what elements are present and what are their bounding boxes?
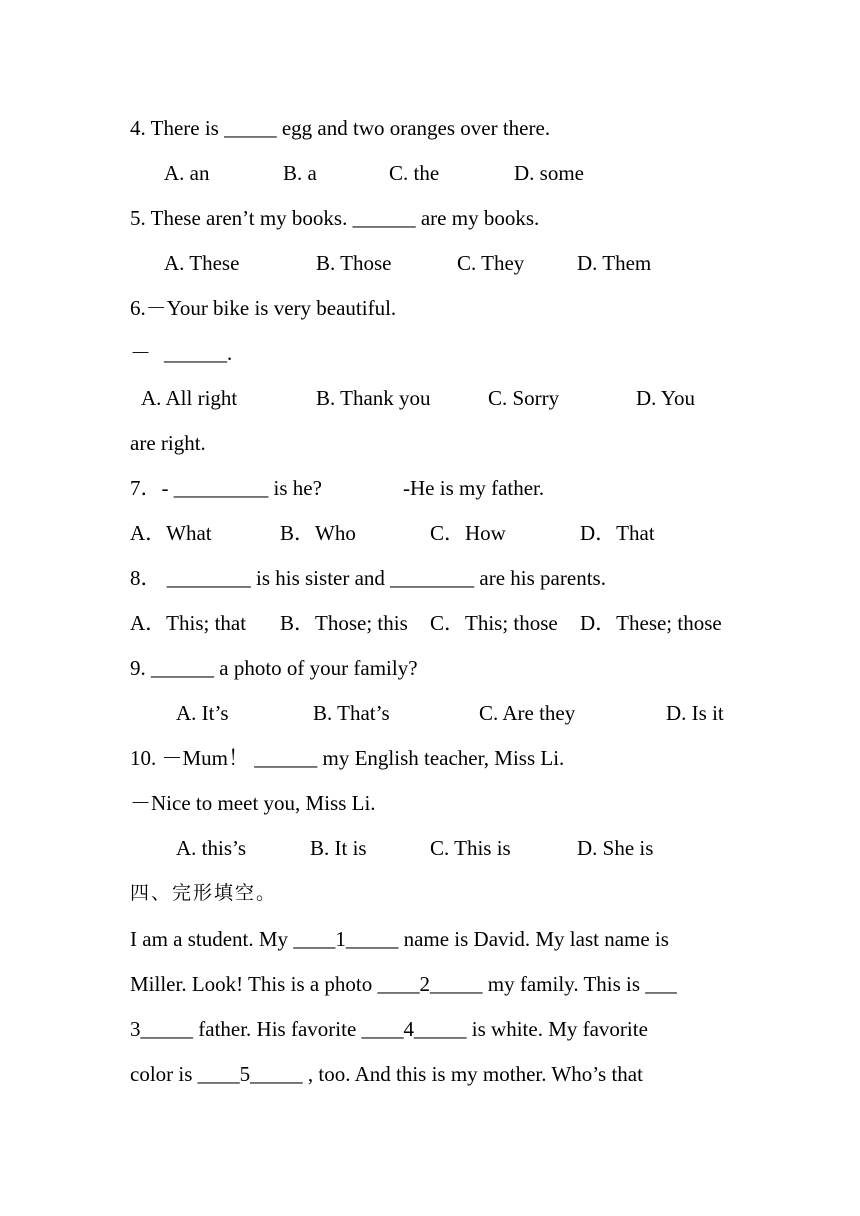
cloze-blank-1: ____1_____ xyxy=(293,927,399,951)
cloze-line-1-text-after: name is David. My last name is xyxy=(398,927,669,951)
question-7-option-c: C．How xyxy=(430,521,506,545)
cloze-line-2 xyxy=(130,974,677,995)
question-6-option-c: C. Sorry xyxy=(488,386,560,410)
cloze-line-3-text-after: is white. My favorite xyxy=(466,1017,648,1041)
question-9-stem: 9. ______ a photo of your family? xyxy=(130,656,418,680)
question-4-option-a: A. an xyxy=(164,161,210,185)
question-7-answer-line: -He is my father. xyxy=(403,476,545,500)
question-6-reply-blank: ______. xyxy=(164,341,233,365)
question-6-option-b: B. Thank you xyxy=(316,386,431,410)
question-6-stem: 6.－Your bike is very beautiful. xyxy=(130,296,397,320)
question-8-option-d: D．These; those xyxy=(580,611,722,635)
question-9-option-d: D. Is it xyxy=(666,701,724,725)
question-9-option-a: A. It’s xyxy=(176,701,229,725)
question-8-option-c: C．This; those xyxy=(430,611,558,635)
cloze-line-1 xyxy=(130,929,669,950)
question-8-option-b: B．Those; this xyxy=(280,611,408,635)
question-10-option-a: A. this’s xyxy=(176,836,247,860)
question-5-option-d: D. Them xyxy=(577,251,652,275)
cloze-blank-3-end: 3_____ xyxy=(130,1017,193,1041)
question-4-option-c: C. the xyxy=(389,161,440,185)
question-5-option-c: C. They xyxy=(457,251,525,275)
question-9-option-c: C. Are they xyxy=(479,701,576,725)
question-10-option-c: C. This is xyxy=(430,836,511,860)
section-4-heading: 四、完形填空。 xyxy=(130,882,278,904)
question-8-stem: 8． ________ is his sister and ________ are his parents. xyxy=(130,566,606,590)
question-4-stem: 4. There is _____ egg and two oranges over there. xyxy=(130,116,551,140)
question-6-option-d-continuation: are right. xyxy=(130,431,206,455)
cloze-line-1-text: I am a student. My xyxy=(130,927,294,951)
cloze-line-4 xyxy=(130,1064,643,1085)
cloze-line-4-text-after: , too. And this is my mother. Who’s that xyxy=(302,1062,643,1086)
question-6-reply-dash: － xyxy=(130,341,151,365)
question-5-stem: 5. These aren’t my books. ______ are my books. xyxy=(130,206,540,230)
question-6-option-a: A. All right xyxy=(141,386,238,410)
question-10-stem: 10. －Mum！ ______ my English teacher, Miss Li. xyxy=(130,746,565,770)
cloze-line-3 xyxy=(130,1019,648,1040)
cloze-line-4-text: color is xyxy=(130,1062,198,1086)
question-10-option-b: B. It is xyxy=(310,836,367,860)
cloze-line-2-text-after: my family. This is xyxy=(482,972,646,996)
cloze-line-3-text: father. His favorite xyxy=(193,1017,362,1041)
question-8-option-a: A．This; that xyxy=(130,611,247,635)
question-10-option-d: D. She is xyxy=(577,836,654,860)
question-5-option-b: B. Those xyxy=(316,251,392,275)
question-7-stem: 7．- _________ is he? xyxy=(130,476,322,500)
question-7-option-d: D．That xyxy=(580,521,655,545)
cloze-blank-4: ____4_____ xyxy=(361,1017,467,1041)
question-9-option-b: B. That’s xyxy=(313,701,390,725)
question-6-option-d: D. You xyxy=(636,386,695,410)
question-4-option-d: D. some xyxy=(514,161,584,185)
question-7-option-b: B．Who xyxy=(280,521,356,545)
cloze-blank-2: ____2_____ xyxy=(377,972,483,996)
cloze-line-2-text: Miller. Look! This is a photo xyxy=(130,972,378,996)
question-7-option-a: A．What xyxy=(130,521,212,545)
question-10-reply: －Nice to meet you, Miss Li. xyxy=(130,791,376,815)
question-5-option-a: A. These xyxy=(164,251,240,275)
cloze-blank-5: ____5_____ xyxy=(197,1062,303,1086)
question-4-option-b: B. a xyxy=(283,161,317,185)
cloze-blank-3-start: ___ xyxy=(645,972,677,996)
